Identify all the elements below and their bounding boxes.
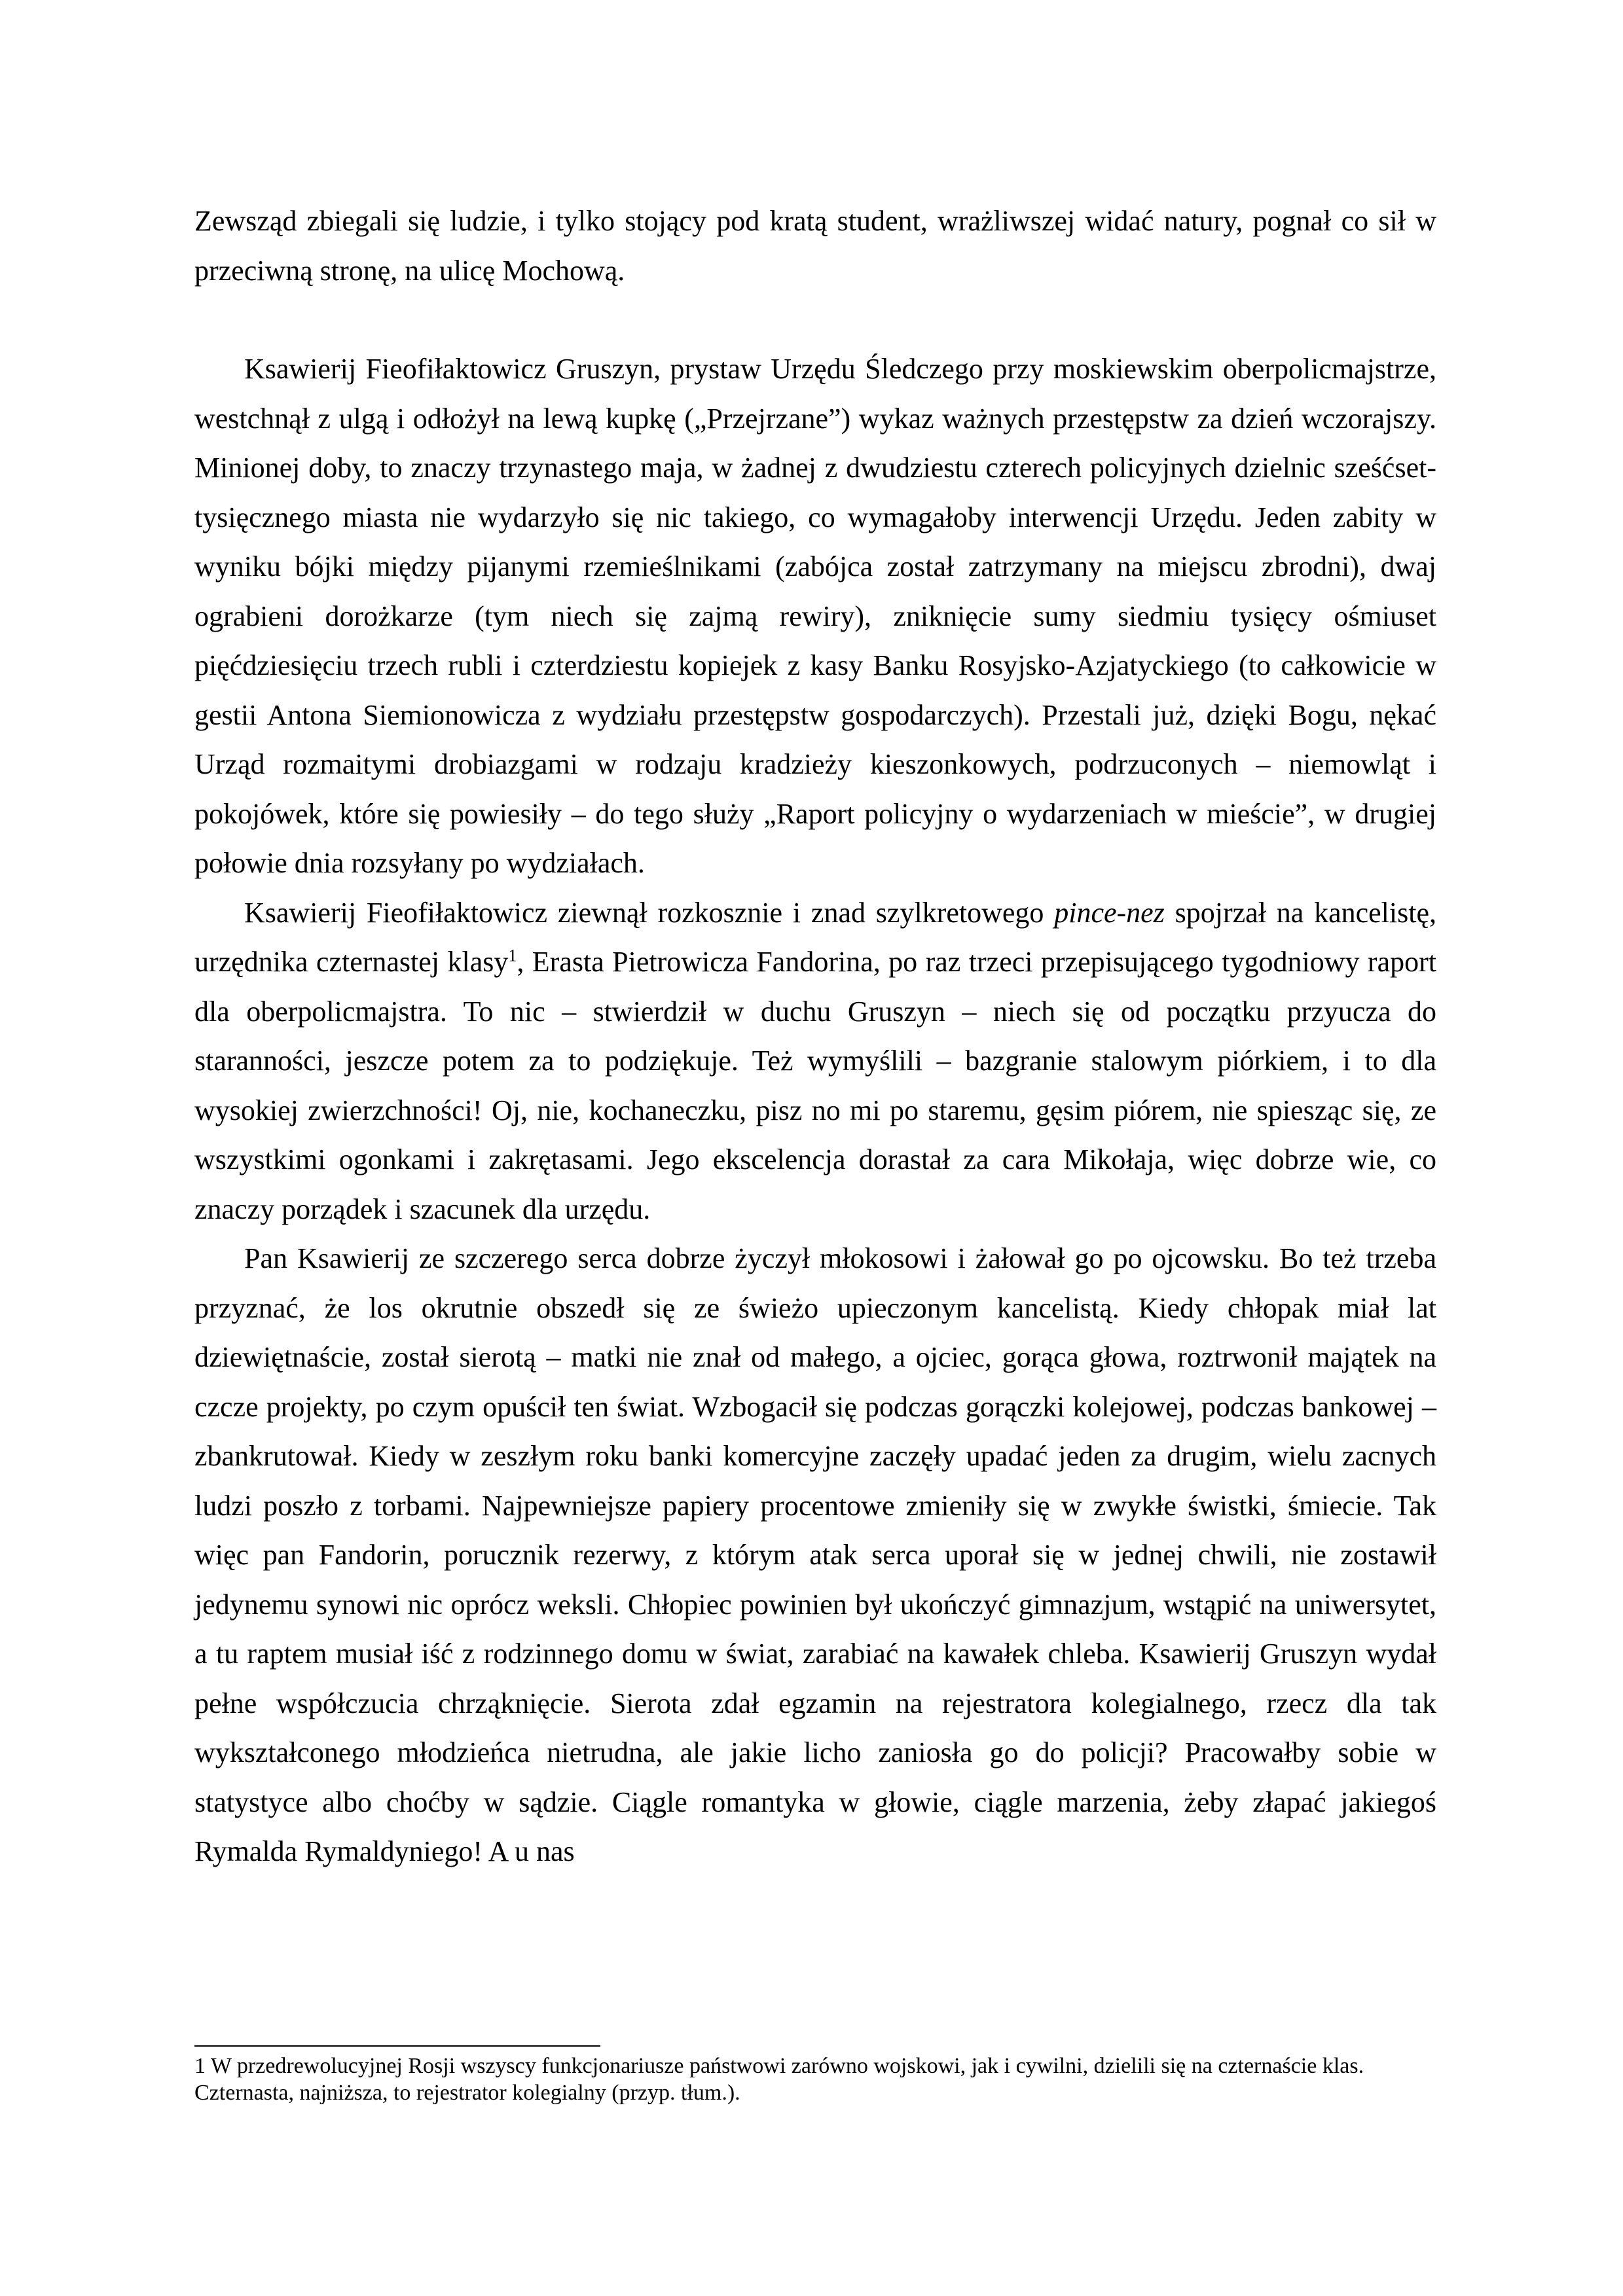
footnote-separator <box>194 2045 600 2047</box>
paragraph-3-italic: pince-nez <box>1054 896 1165 929</box>
paragraph-3-text-a: Ksawierij Fieofiłaktowicz ziewnął rozkosznie i znad szylkretowego <box>244 896 1055 929</box>
paragraph-3-text-c: , Erasta Pietrowicza Fandorina, po raz trzeci przepisującego tygodniowy raport dla oberpolicmajstra. To nic – stwierdził w duchu Gruszyn – niech się od początku przyucza do staranności, jeszcze potem za to podziękuje. Też wymyślili – bazgranie stalowym piórkiem, i to dla wysokiej zwierzchności! Oj, nie, kochaneczku, pisz no mi po staremu, gęsim piórem, nie spiesząc się, ze wszystkimi ogonkami i zakrętasami. Jego ekscelencja dorastał za cara Mikołaja, więc dobrze wie, co znaczy porządek i szacunek dla urzędu. <box>194 946 1436 1225</box>
paragraph-3-text-b: spojrzał na kancelistę, urzędnika czternastej klasy <box>194 896 1436 978</box>
footnote-text: 1 W przedrewolucyjnej Rosji wszyscy funkcjonariusze państwowi zarówno wojskowi, jak i cywilni, dzielili się na czternaście klas. Czternasta, najniższa, to rejestrator kolegialny (przyp. tłum.). <box>194 2054 1364 2105</box>
page-body <box>194 196 1436 1876</box>
paragraph-1: Zewsząd zbiegali się ludzie, i tylko stojący pod kratą student, wrażliwszej widać natury, pognał co sił w przeciwną stronę, na ulicę Mochową. <box>194 205 1436 287</box>
paragraph-2: Ksawierij Fieofiłaktowicz Gruszyn, prystaw Urzędu Śledczego przy moskiewskim oberpolicmajstrze, westchnął z ulgą i odłożył na lewą kupkę („Przejrzane”) wykaz ważnych przestępstw za dzień wczorajszy. Minionej doby, to znaczy trzynastego maja, w żadnej z dwudziestu czterech policyjnych dzielnic sześćset-tysięcznego miasta nie wydarzyło się nic takiego, co wymagałoby interwencji Urzędu. Jeden zabity w wyniku bójki między pijanymi rzemieślnikami (zabójca został zatrzymany na miejscu zbrodni), dwaj ograbieni dorożkarze (tym niech się zajmą rewiry), zniknięcie sumy siedmiu tysięcy ośmiuset pięćdziesięciu trzech rubli i czterdziestu kopiejek z kasy Banku Rosyjsko-Azjatyckiego (to całkowicie w gestii Antona Siemionowicza z wydziału przestępstw gospodarczych). Przestali już, dzięki Bogu, nękać Urząd rozmaitymi drobiazgami w rodzaju kradzieży kieszonkowych, podrzuconych – niemowląt i pokojówek, które się powiesiły – do tego służy „Raport policyjny o wydarzeniach w mieście”, w drugiej połowie dnia rozsyłany po wydziałach. <box>194 353 1436 879</box>
paragraph-3 <box>194 888 1436 1234</box>
footnote-reference: 1 <box>508 946 517 965</box>
paragraph-4: Pan Ksawierij ze szczerego serca dobrze życzył młokosowi i żałował go po ojcowsku. Bo też trzeba przyznać, że los okrutnie obszedł się ze świeżo upieczonym kancelistą. Kiedy chłopak miał lat dziewiętnaście, został sierotą – matki nie znał od małego, a ojciec, gorąca głowa, roztrwonił majątek na czcze projekty, po czym opuścił ten świat. Wzbogacił się podczas gorączki kolejowej, podczas bankowej – zbankrutował. Kiedy w zeszłym roku banki komercyjne zaczęły upadać jeden za drugim, wielu zacnych ludzi poszło z torbami. Najpewniejsze papiery procentowe zmieniły się w zwykłe świstki, śmiecie. Tak więc pan Fandorin, porucznik rezerwy, z którym atak serca uporał się w jednej chwili, nie zostawił jedynemu synowi nic oprócz weksli. Chłopiec powinien był ukończyć gimnazjum, wstąpić na uniwersytet, a tu raptem musiał iść z rodzinnego domu w świat, zarabiać na kawałek chleba. Ksawierij Gruszyn wydał pełne współczucia chrząknięcie. Sierota zdał egzamin na rejestratora kolegialnego, rzecz dla tak wykształconego młodzieńca nietrudna, ale jakie licho zaniosła go do policji? Pracowałby sobie w statystyce albo choćby w sądzie. Ciągle romantyka w głowie, ciągle marzenia, żeby złapać jakiegoś Rymalda Rymaldyniego! A u nas <box>194 1242 1436 1867</box>
